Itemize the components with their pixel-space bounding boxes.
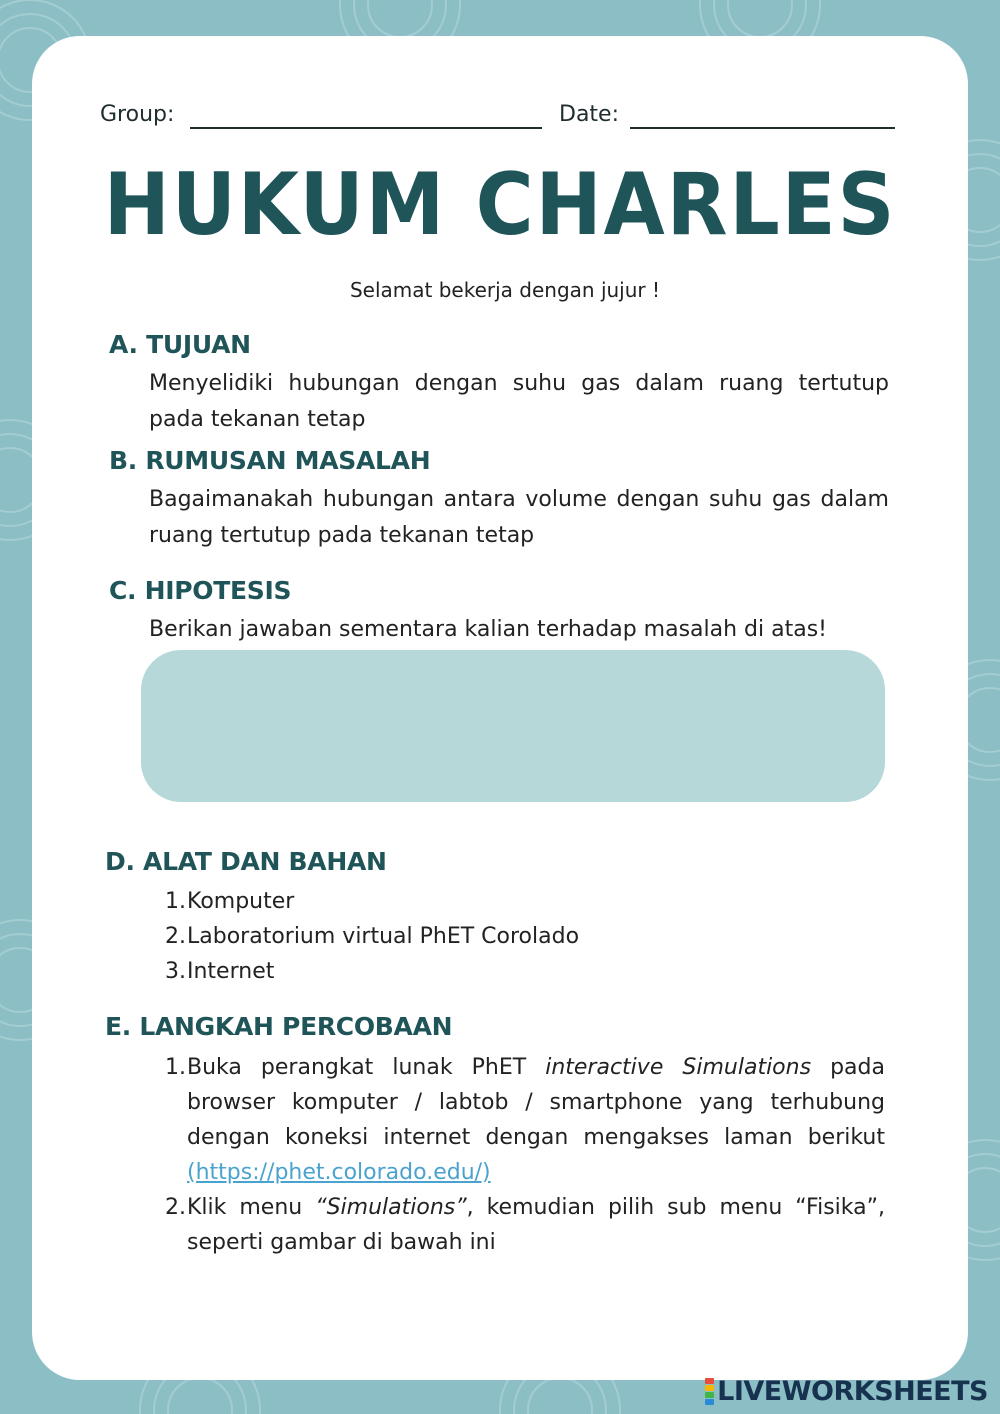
date-input-line[interactable] (630, 127, 895, 129)
step-1-pre: Buka perangkat lunak PhET (187, 1055, 546, 1080)
liveworksheets-watermark (705, 1376, 988, 1406)
tujuan-text: Menyelidiki hubungan dengan suhu gas dalam ruang tertutup pada tekanan tetap (149, 371, 889, 432)
list-item (165, 1050, 885, 1190)
group-input-line[interactable] (190, 127, 542, 129)
logo-bar-3 (705, 1392, 714, 1398)
list-number: 2. (165, 1195, 186, 1220)
step-1-text (187, 1050, 885, 1190)
step-2-italic: “Simulations” (315, 1195, 467, 1220)
list-item (165, 954, 885, 989)
list-item (165, 919, 885, 954)
header-fields (100, 100, 900, 136)
logo-bar-1 (705, 1378, 714, 1384)
list-number: 3. (165, 959, 186, 984)
page-subtitle: Selamat bekerja dengan jujur ! (349, 278, 661, 302)
section-heading-alat: D. ALAT DAN BAHAN (105, 847, 387, 876)
list-item (165, 884, 885, 919)
section-heading-rumusan: B. RUMUSAN MASALAH (109, 446, 431, 475)
section-heading-tujuan: A. TUJUAN (109, 330, 251, 359)
section-heading-langkah: E. LANGKAH PERCOBAAN (105, 1012, 453, 1041)
list-number: 2. (165, 924, 186, 949)
group-label: Group: (100, 102, 175, 127)
step-1-italic: interactive Simulations (545, 1055, 812, 1080)
list-number: 1. (165, 1055, 186, 1080)
rumusan-text: Bagaimanakah hubungan antara volume dengan suhu gas dalam ruang tertutup pada tekanan tetap (149, 487, 889, 548)
liveworksheets-logo-icon (705, 1377, 714, 1405)
list-text: Internet (187, 959, 275, 984)
list-item (165, 1190, 885, 1260)
list-number: 1. (165, 889, 186, 914)
phet-link[interactable]: (https://phet.colorado.edu/) (187, 1160, 491, 1185)
list-text: Komputer (187, 889, 295, 914)
step-1-post: pada browser komputer / labtob / smartphone yang terhubung dengan koneksi internet dengan mengakses laman berikut (187, 1055, 885, 1150)
logo-bar-4 (705, 1399, 714, 1405)
page-title: HUKUM CHARLES (103, 155, 897, 255)
section-heading-hipotesis: C. HIPOTESIS (109, 576, 292, 605)
step-2-text (187, 1190, 885, 1260)
date-label: Date: (559, 102, 619, 127)
hypothesis-answer-box[interactable] (141, 650, 885, 802)
alat-list (165, 884, 885, 989)
liveworksheets-brand: LIVEWORKSHEETS (717, 1375, 988, 1407)
step-2-pre: Klik menu (187, 1195, 316, 1220)
list-text: Laboratorium virtual PhET Corolado (187, 924, 580, 949)
langkah-list (165, 1050, 885, 1260)
step-2-post: , kemudian pilih sub menu “Fisika”, seperti gambar di bawah ini (187, 1195, 885, 1255)
hipotesis-prompt: Berikan jawaban sementara kalian terhadap masalah di atas! (149, 617, 827, 642)
logo-bar-2 (705, 1385, 714, 1391)
